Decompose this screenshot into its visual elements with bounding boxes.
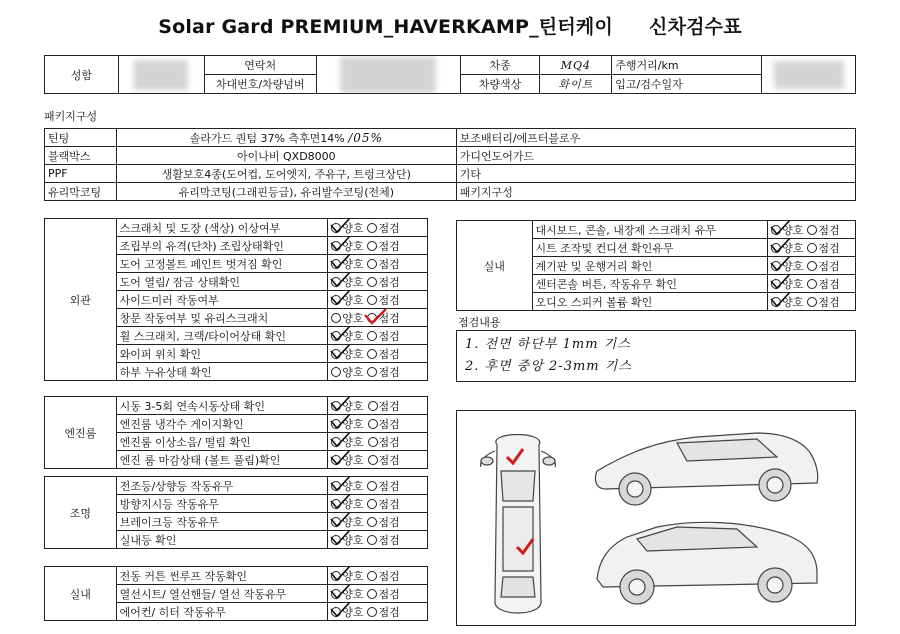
option-good[interactable]: 양호 bbox=[331, 222, 363, 235]
radio-circle-icon bbox=[367, 535, 377, 545]
contact-value[interactable] bbox=[316, 56, 460, 94]
radio-circle-icon bbox=[367, 223, 377, 233]
car-top-view[interactable] bbox=[481, 435, 556, 614]
checklist-item: 와이퍼 위치 확인 bbox=[116, 345, 328, 363]
red-checkmark-icon bbox=[362, 309, 388, 327]
section-label: 조명 bbox=[45, 477, 117, 549]
checklist-item: 전조등/상향등 작동유무 bbox=[116, 477, 327, 495]
checklist-row bbox=[45, 219, 428, 237]
option-good[interactable]: 양호 bbox=[331, 294, 363, 307]
option-good[interactable]: 양호 bbox=[771, 224, 803, 237]
checkmark-icon bbox=[328, 291, 354, 308]
checklist-item: 도어 고정볼트 페인트 벗겨짐 확인 bbox=[116, 255, 328, 273]
checklist-options bbox=[328, 255, 428, 273]
section-label: 엔진룸 bbox=[45, 397, 117, 469]
package-row bbox=[45, 129, 856, 147]
option-inspect[interactable]: 점검 bbox=[367, 348, 399, 361]
radio-circle-icon bbox=[368, 437, 378, 447]
checkmark-icon bbox=[328, 237, 354, 254]
checklist-item: 방향지시등 작동유무 bbox=[116, 495, 327, 513]
option-good[interactable]: 양호 bbox=[331, 348, 363, 361]
radio-circle-icon bbox=[331, 367, 341, 377]
option-inspect[interactable]: 점검 bbox=[368, 400, 400, 413]
option-inspect[interactable]: 점검 bbox=[367, 498, 399, 511]
option-inspect[interactable]: 점검 bbox=[367, 276, 399, 289]
color-label: 차량색상 bbox=[460, 75, 540, 94]
checkmark-icon bbox=[328, 451, 354, 468]
plate-label: 차대번호/차량넘버 bbox=[204, 75, 316, 94]
option-good[interactable]: 양호 bbox=[771, 278, 803, 291]
checkmark-icon bbox=[328, 513, 354, 530]
model-value[interactable]: MQ4 bbox=[540, 56, 612, 75]
mileage-value[interactable] bbox=[762, 56, 856, 94]
checklist-item: 에어컨/ 히터 작동유무 bbox=[116, 603, 328, 621]
checklist-options bbox=[328, 237, 428, 255]
checklist-item: 창문 작동여부 및 유리스크래치 bbox=[116, 309, 328, 327]
radio-circle-icon bbox=[367, 259, 377, 269]
radio-circle-icon bbox=[368, 401, 378, 411]
checklist-options bbox=[328, 531, 428, 549]
checkmark-icon bbox=[328, 433, 354, 450]
checklist-section-sections_left-1 bbox=[44, 396, 428, 469]
checklist-section-sections_left-2 bbox=[44, 476, 428, 549]
checklist-options bbox=[328, 397, 428, 415]
checkmark-icon bbox=[328, 255, 354, 272]
radio-circle-icon bbox=[367, 517, 377, 527]
section-label: 실내 bbox=[457, 221, 533, 311]
option-good[interactable]: 양호 bbox=[771, 242, 803, 255]
checklist-item: 대시보드, 콘솔, 내장제 스크래치 유무 bbox=[532, 221, 768, 239]
checkmark-icon bbox=[768, 221, 794, 238]
name-label: 성함 bbox=[45, 56, 119, 94]
option-good[interactable]: 양호 bbox=[331, 516, 363, 529]
checklist-options bbox=[328, 415, 428, 433]
checkmark-icon bbox=[768, 257, 794, 274]
radio-circle-icon bbox=[367, 241, 377, 251]
checklist-row bbox=[45, 477, 428, 495]
checkmark-icon bbox=[328, 567, 354, 584]
checklist-options bbox=[768, 275, 856, 293]
option-good[interactable]: 양호 bbox=[331, 312, 363, 325]
checklist-item: 엔진룸 이상소음/ 떨림 확인 bbox=[116, 433, 328, 451]
section-label: 실내 bbox=[45, 567, 117, 621]
checkmark-icon bbox=[328, 585, 354, 602]
color-value[interactable]: 화이트 bbox=[540, 75, 612, 94]
radio-circle-icon bbox=[368, 455, 378, 465]
radio-circle-icon bbox=[367, 607, 377, 617]
checkmark-icon bbox=[768, 275, 794, 292]
checkmark-icon bbox=[768, 293, 794, 310]
option-good[interactable]: 양호 bbox=[331, 534, 363, 547]
contact-label: 연락처 bbox=[204, 56, 316, 75]
radio-circle-icon bbox=[807, 225, 817, 235]
checkmark-icon bbox=[328, 603, 354, 620]
checklist-options bbox=[328, 273, 428, 291]
option-inspect[interactable]: 점검 bbox=[367, 570, 399, 583]
checklist-item: 도어 열림/ 잠금 상태확인 bbox=[116, 273, 328, 291]
radio-circle-icon bbox=[368, 419, 378, 429]
package-label: PPF bbox=[45, 165, 117, 183]
option-inspect[interactable]: 점검 bbox=[367, 588, 399, 601]
radio-circle-icon bbox=[367, 571, 377, 581]
package-row bbox=[45, 147, 856, 165]
package-label: 틴팅 bbox=[45, 129, 117, 147]
checklist-item: 센터콘솔 버튼, 작동유무 확인 bbox=[532, 275, 768, 293]
checklist-item: 엔진룸 냉각수 게이지확인 bbox=[116, 415, 328, 433]
checklist-section-section_right bbox=[456, 220, 856, 311]
option-inspect[interactable]: 점검 bbox=[367, 366, 399, 379]
memo-heading: 점검내용 bbox=[458, 316, 501, 329]
package-value: 솔라가드 퀀텀 37% 측후면14% /05% bbox=[116, 129, 456, 147]
radio-circle-icon bbox=[367, 277, 377, 287]
radio-circle-icon bbox=[807, 261, 817, 271]
checkmark-icon bbox=[328, 531, 354, 548]
option-inspect[interactable]: 점검 bbox=[367, 294, 399, 307]
option-good[interactable]: 양호 bbox=[331, 400, 363, 413]
option-inspect[interactable]: 점검 bbox=[367, 312, 399, 325]
checkmark-icon bbox=[328, 415, 354, 432]
option-good[interactable]: 양호 bbox=[331, 276, 363, 289]
option-good[interactable]: 양호 bbox=[331, 258, 363, 271]
option-good[interactable]: 양호 bbox=[331, 436, 363, 449]
option-good[interactable]: 양호 bbox=[331, 588, 363, 601]
checklist-options bbox=[328, 495, 428, 513]
checklist-item: 스크래치 및 도장 (색상) 이상여부 bbox=[116, 219, 328, 237]
handwritten-tint: /05% bbox=[348, 130, 383, 145]
memo-line-1: 1. 전면 하단부 1mm 기스 bbox=[465, 337, 631, 352]
package-extra: 보조배터리/에프터블로우 bbox=[456, 129, 855, 147]
checklist-item: 사이드미러 작동여부 bbox=[116, 291, 328, 309]
title-sub: 신차검수표 bbox=[649, 16, 742, 38]
checklist-options bbox=[328, 433, 428, 451]
option-inspect[interactable]: 점검 bbox=[367, 516, 399, 529]
header-table bbox=[44, 55, 856, 94]
checklist-options bbox=[768, 293, 856, 311]
option-inspect[interactable]: 점검 bbox=[368, 436, 400, 449]
option-inspect[interactable]: 점검 bbox=[368, 454, 400, 467]
model-label: 차종 bbox=[460, 56, 540, 75]
checkmark-icon bbox=[328, 397, 354, 414]
package-label: 유리막코팅 bbox=[45, 183, 117, 201]
option-inspect[interactable]: 점검 bbox=[367, 258, 399, 271]
section-label: 외관 bbox=[45, 219, 117, 381]
option-inspect[interactable]: 점검 bbox=[807, 278, 839, 291]
checklist-options bbox=[328, 603, 428, 621]
checklist-item: 전동 커튼 썬루프 작동확인 bbox=[116, 567, 328, 585]
package-row bbox=[45, 183, 856, 201]
memo-box[interactable] bbox=[456, 330, 856, 382]
checklist-options bbox=[328, 567, 428, 585]
checklist-options bbox=[328, 345, 428, 363]
option-inspect[interactable]: 점검 bbox=[367, 480, 399, 493]
checklist-item: 시동 3-5회 연속시동상태 확인 bbox=[116, 397, 328, 415]
option-inspect[interactable]: 점검 bbox=[367, 222, 399, 235]
checkmark-icon bbox=[328, 327, 354, 344]
package-heading: 패키지구성 bbox=[44, 110, 98, 123]
checklist-options bbox=[768, 257, 856, 275]
option-good[interactable]: 양호 bbox=[331, 606, 363, 619]
car-side-view-front[interactable] bbox=[595, 433, 817, 505]
car-side-view-rear[interactable] bbox=[597, 522, 817, 604]
checklist-item: 휠 스크래치, 크랙/타이어상태 확인 bbox=[116, 327, 328, 345]
checklist-options bbox=[328, 477, 428, 495]
checklist-section-sections_left-0 bbox=[44, 218, 428, 381]
package-value: 생활보호4종(도어컵, 도어엣지, 주유구, 트렁크상단) bbox=[116, 165, 456, 183]
checklist-options bbox=[328, 451, 428, 469]
checklist-row bbox=[45, 397, 428, 415]
checklist-options bbox=[768, 221, 856, 239]
radio-circle-icon bbox=[367, 367, 377, 377]
mileage-label: 주행거리/km bbox=[612, 56, 762, 75]
option-inspect[interactable]: 점검 bbox=[367, 240, 399, 253]
checklist-item: 엔진 룸 마감상태 (볼트 풀림)확인 bbox=[116, 451, 328, 469]
checkmark-icon bbox=[328, 477, 354, 494]
checklist-options bbox=[328, 327, 428, 345]
option-good[interactable]: 양호 bbox=[331, 418, 363, 431]
option-inspect[interactable]: 점검 bbox=[367, 606, 399, 619]
option-inspect[interactable]: 점검 bbox=[368, 418, 400, 431]
checklist-item: 조립부의 유격(단차) 조립상태확인 bbox=[116, 237, 328, 255]
radio-circle-icon bbox=[331, 313, 341, 323]
date-label: 입고/검수일자 bbox=[612, 75, 762, 94]
option-good[interactable]: 양호 bbox=[331, 454, 363, 467]
option-inspect[interactable]: 점검 bbox=[367, 534, 399, 547]
option-good[interactable]: 양호 bbox=[331, 570, 363, 583]
checkmark-icon bbox=[328, 273, 354, 290]
checklist-options bbox=[328, 309, 428, 327]
radio-circle-icon bbox=[367, 499, 377, 509]
checkmark-icon bbox=[768, 239, 794, 256]
option-good[interactable]: 양호 bbox=[331, 330, 363, 343]
memo-line-2: 2. 후면 중앙 2-3mm 기스 bbox=[465, 359, 632, 374]
checkmark-icon bbox=[328, 219, 354, 236]
checklist-item: 계기판 및 운행거리 확인 bbox=[532, 257, 768, 275]
radio-circle-icon bbox=[367, 331, 377, 341]
checklist-section-sections_left-3 bbox=[44, 566, 428, 621]
title-main: Solar Gard PREMIUM_HAVERKAMP_틴터케이 bbox=[158, 16, 614, 38]
option-inspect[interactable]: 점검 bbox=[367, 330, 399, 343]
checklist-options bbox=[328, 363, 428, 381]
name-value[interactable] bbox=[118, 56, 204, 94]
checklist-item: 열선시트/ 열선핸들/ 열선 작동유무 bbox=[116, 585, 328, 603]
page-title bbox=[0, 12, 900, 39]
package-label: 블랙박스 bbox=[45, 147, 117, 165]
radio-circle-icon bbox=[807, 243, 817, 253]
checklist-options bbox=[328, 585, 428, 603]
radio-circle-icon bbox=[367, 589, 377, 599]
radio-circle-icon bbox=[367, 295, 377, 305]
option-good[interactable]: 양호 bbox=[331, 480, 363, 493]
checklist-item: 오디오 스피커 볼륨 확인 bbox=[532, 293, 768, 311]
package-value: 아이나비 QXD8000 bbox=[116, 147, 456, 165]
radio-circle-icon bbox=[367, 349, 377, 359]
checklist-item: 하부 누유상태 확인 bbox=[116, 363, 328, 381]
radio-circle-icon bbox=[367, 481, 377, 491]
package-extra: 가디언도어가드 bbox=[456, 147, 855, 165]
checkmark-icon bbox=[328, 495, 354, 512]
option-good[interactable]: 양호 bbox=[331, 240, 363, 253]
option-inspect[interactable]: 점검 bbox=[807, 224, 839, 237]
package-row bbox=[45, 165, 856, 183]
checklist-options bbox=[328, 513, 428, 531]
package-extra: 기타 bbox=[456, 165, 855, 183]
checklist-item: 브레이크등 작동유무 bbox=[116, 513, 327, 531]
package-value: 유리막코팅(그래핀등급), 유리발수코팅(전체) bbox=[116, 183, 456, 201]
checklist-row bbox=[45, 567, 428, 585]
option-good[interactable]: 양호 bbox=[331, 366, 363, 379]
radio-circle-icon bbox=[807, 297, 817, 307]
checkmark-icon bbox=[328, 345, 354, 362]
car-diagram-panel bbox=[456, 410, 856, 626]
option-good[interactable]: 양호 bbox=[331, 498, 363, 511]
car-diagrams bbox=[457, 411, 856, 626]
package-table bbox=[44, 128, 856, 201]
option-good[interactable]: 양호 bbox=[771, 296, 803, 309]
checklist-item: 실내등 확인 bbox=[116, 531, 327, 549]
package-extra: 패키지구성 bbox=[456, 183, 855, 201]
option-inspect[interactable]: 점검 bbox=[807, 260, 839, 273]
checklist-options bbox=[328, 219, 428, 237]
option-good[interactable]: 양호 bbox=[771, 260, 803, 273]
radio-circle-icon bbox=[807, 279, 817, 289]
checklist-options bbox=[328, 291, 428, 309]
checklist-item: 시트 조작및 컨디션 확인유무 bbox=[532, 239, 768, 257]
option-inspect[interactable]: 점검 bbox=[807, 242, 839, 255]
checklist-row bbox=[457, 221, 856, 239]
option-inspect[interactable]: 점검 bbox=[807, 296, 839, 309]
checklist-options bbox=[768, 239, 856, 257]
